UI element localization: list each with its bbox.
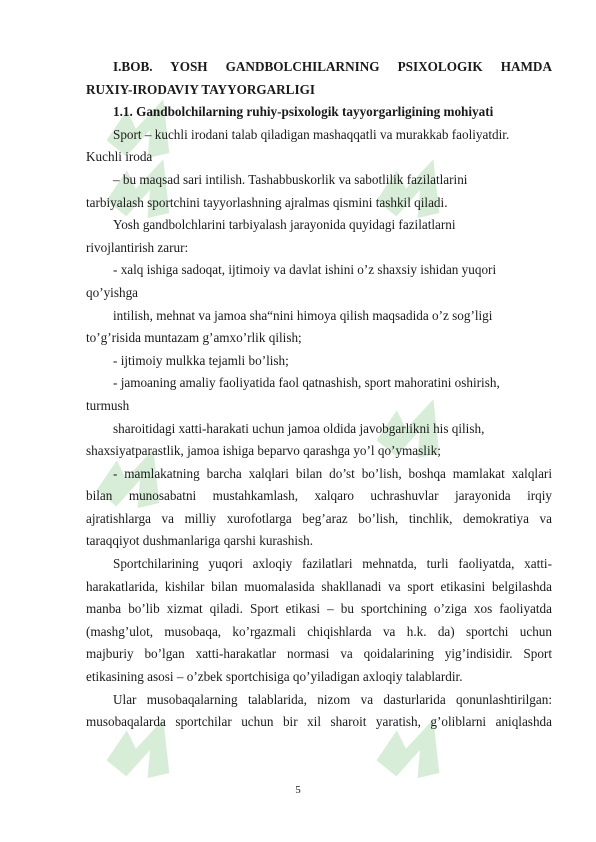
list-item: - mamlakatning barcha xalqlari bilan do’st bo’lish, boshqa mamlakat xalqlari bbox=[113, 465, 552, 481]
paragraph-line: majburiy bo’lgan xatti-harakatlar normasi va qoidalarining yig’indisidir. Sport bbox=[86, 646, 552, 662]
text-line: Yosh gandbolchlarini tarbiyalash jarayonida quyidagi fazilatlarni bbox=[113, 217, 456, 233]
paragraph-line: manba bo’lib xizmat qiladi. Sport etikasi – bu sportchining o’ziga xos faoliyatda bbox=[86, 601, 552, 617]
text-line: shaxsiyatparastlik, jamoa ishiga beparvo qarashga yo’l qo’ymaslik; bbox=[86, 443, 441, 459]
list-item: - ijtimoiy mulkka tejamli bo’lish; bbox=[113, 352, 289, 368]
text-line: taraqqiyot dushmanlariga qarshi kurashish. bbox=[86, 533, 314, 549]
text-line: – bu maqsad sari intilish. Tashabbuskorlik va sabotlilik fazilatlarini bbox=[113, 171, 468, 187]
paragraph-line: Sportchilarining yuqori axloqiy fazilatlari mehnatda, turli faoliyatda, xatti- bbox=[113, 556, 552, 572]
paragraph-line: etikasining asosi – o’zbek sportchisiga qo’yiladigan axloqiy talablardir. bbox=[86, 669, 463, 685]
chapter-heading: I.BOB. YOSH GANDBOLCHILARNING PSIXOLOGIK HAMDA bbox=[113, 59, 552, 74]
text-line: qo’yishga bbox=[86, 284, 139, 300]
text-line: tarbiyalash sportchini tayyorlashning ajralmas qismini tashkil qiladi. bbox=[86, 194, 448, 210]
text-line: turmush bbox=[86, 397, 130, 413]
text-line: rivojlantirish zarur: bbox=[86, 239, 189, 255]
page-number: 5 bbox=[295, 784, 301, 796]
paragraph-line: harakatlarida, kishilar bilan muomalasida shakllanadi va sport etikasini belgilashda bbox=[86, 578, 552, 594]
paragraph-line: (mashg’ulot, musobaqa, ko’rgazmali chiqishlarda va h.k. da) sportchi uchun bbox=[86, 623, 552, 639]
section-heading: 1.1. Gandbolchilarning ruhiy-psixologik tayyorgarligining mohiyati bbox=[113, 104, 494, 120]
paragraph-line: musobaqalarda sportchilar uchun bir xil sharoit yaratish, g’oliblarni aniqlashda bbox=[86, 714, 552, 730]
text-line: to’g’risida muntazam g’amxo’rlik qilish; bbox=[86, 330, 302, 346]
text-line: Kuchli iroda bbox=[86, 149, 153, 165]
document-body bbox=[86, 56, 552, 734]
text-line: sharoitidagi xatti-harakati uchun jamoa oldida javobgarlikni his qilish, bbox=[113, 420, 485, 436]
chapter-heading-continued: RUXIY-IRODAVIY TAYYORGARLIGI bbox=[86, 81, 315, 97]
paragraph-line: Ular musobaqalarning talablarida, nizom va dasturlarida qonunlashtirilgan: bbox=[113, 691, 552, 707]
list-item: - jamoaning amaliy faoliyatida faol qatnashish, sport mahoratini oshirish, bbox=[113, 375, 500, 391]
list-item: - xalq ishiga sadoqat, ijtimoiy va davlat ishini o’z shaxsiy ishidan yuqori bbox=[113, 262, 497, 278]
text-line: intilish, mehnat va jamoa sha“nini himoya qilish maqsadida o’z sog’ligi bbox=[113, 307, 493, 323]
text-line: Sport – kuchli irodani talab qiladigan mashaqqatli va murakkab faoliyatdir. bbox=[113, 126, 510, 142]
text-line: bilan munosabatni mustahkamlash, xalqaro uchrashuvlar jarayonida irqiy bbox=[86, 488, 552, 504]
text-line: ajratishlarga va milliy xurofotlarga beg’araz bo’lish, tinchlik, demokratiya va bbox=[86, 510, 552, 526]
